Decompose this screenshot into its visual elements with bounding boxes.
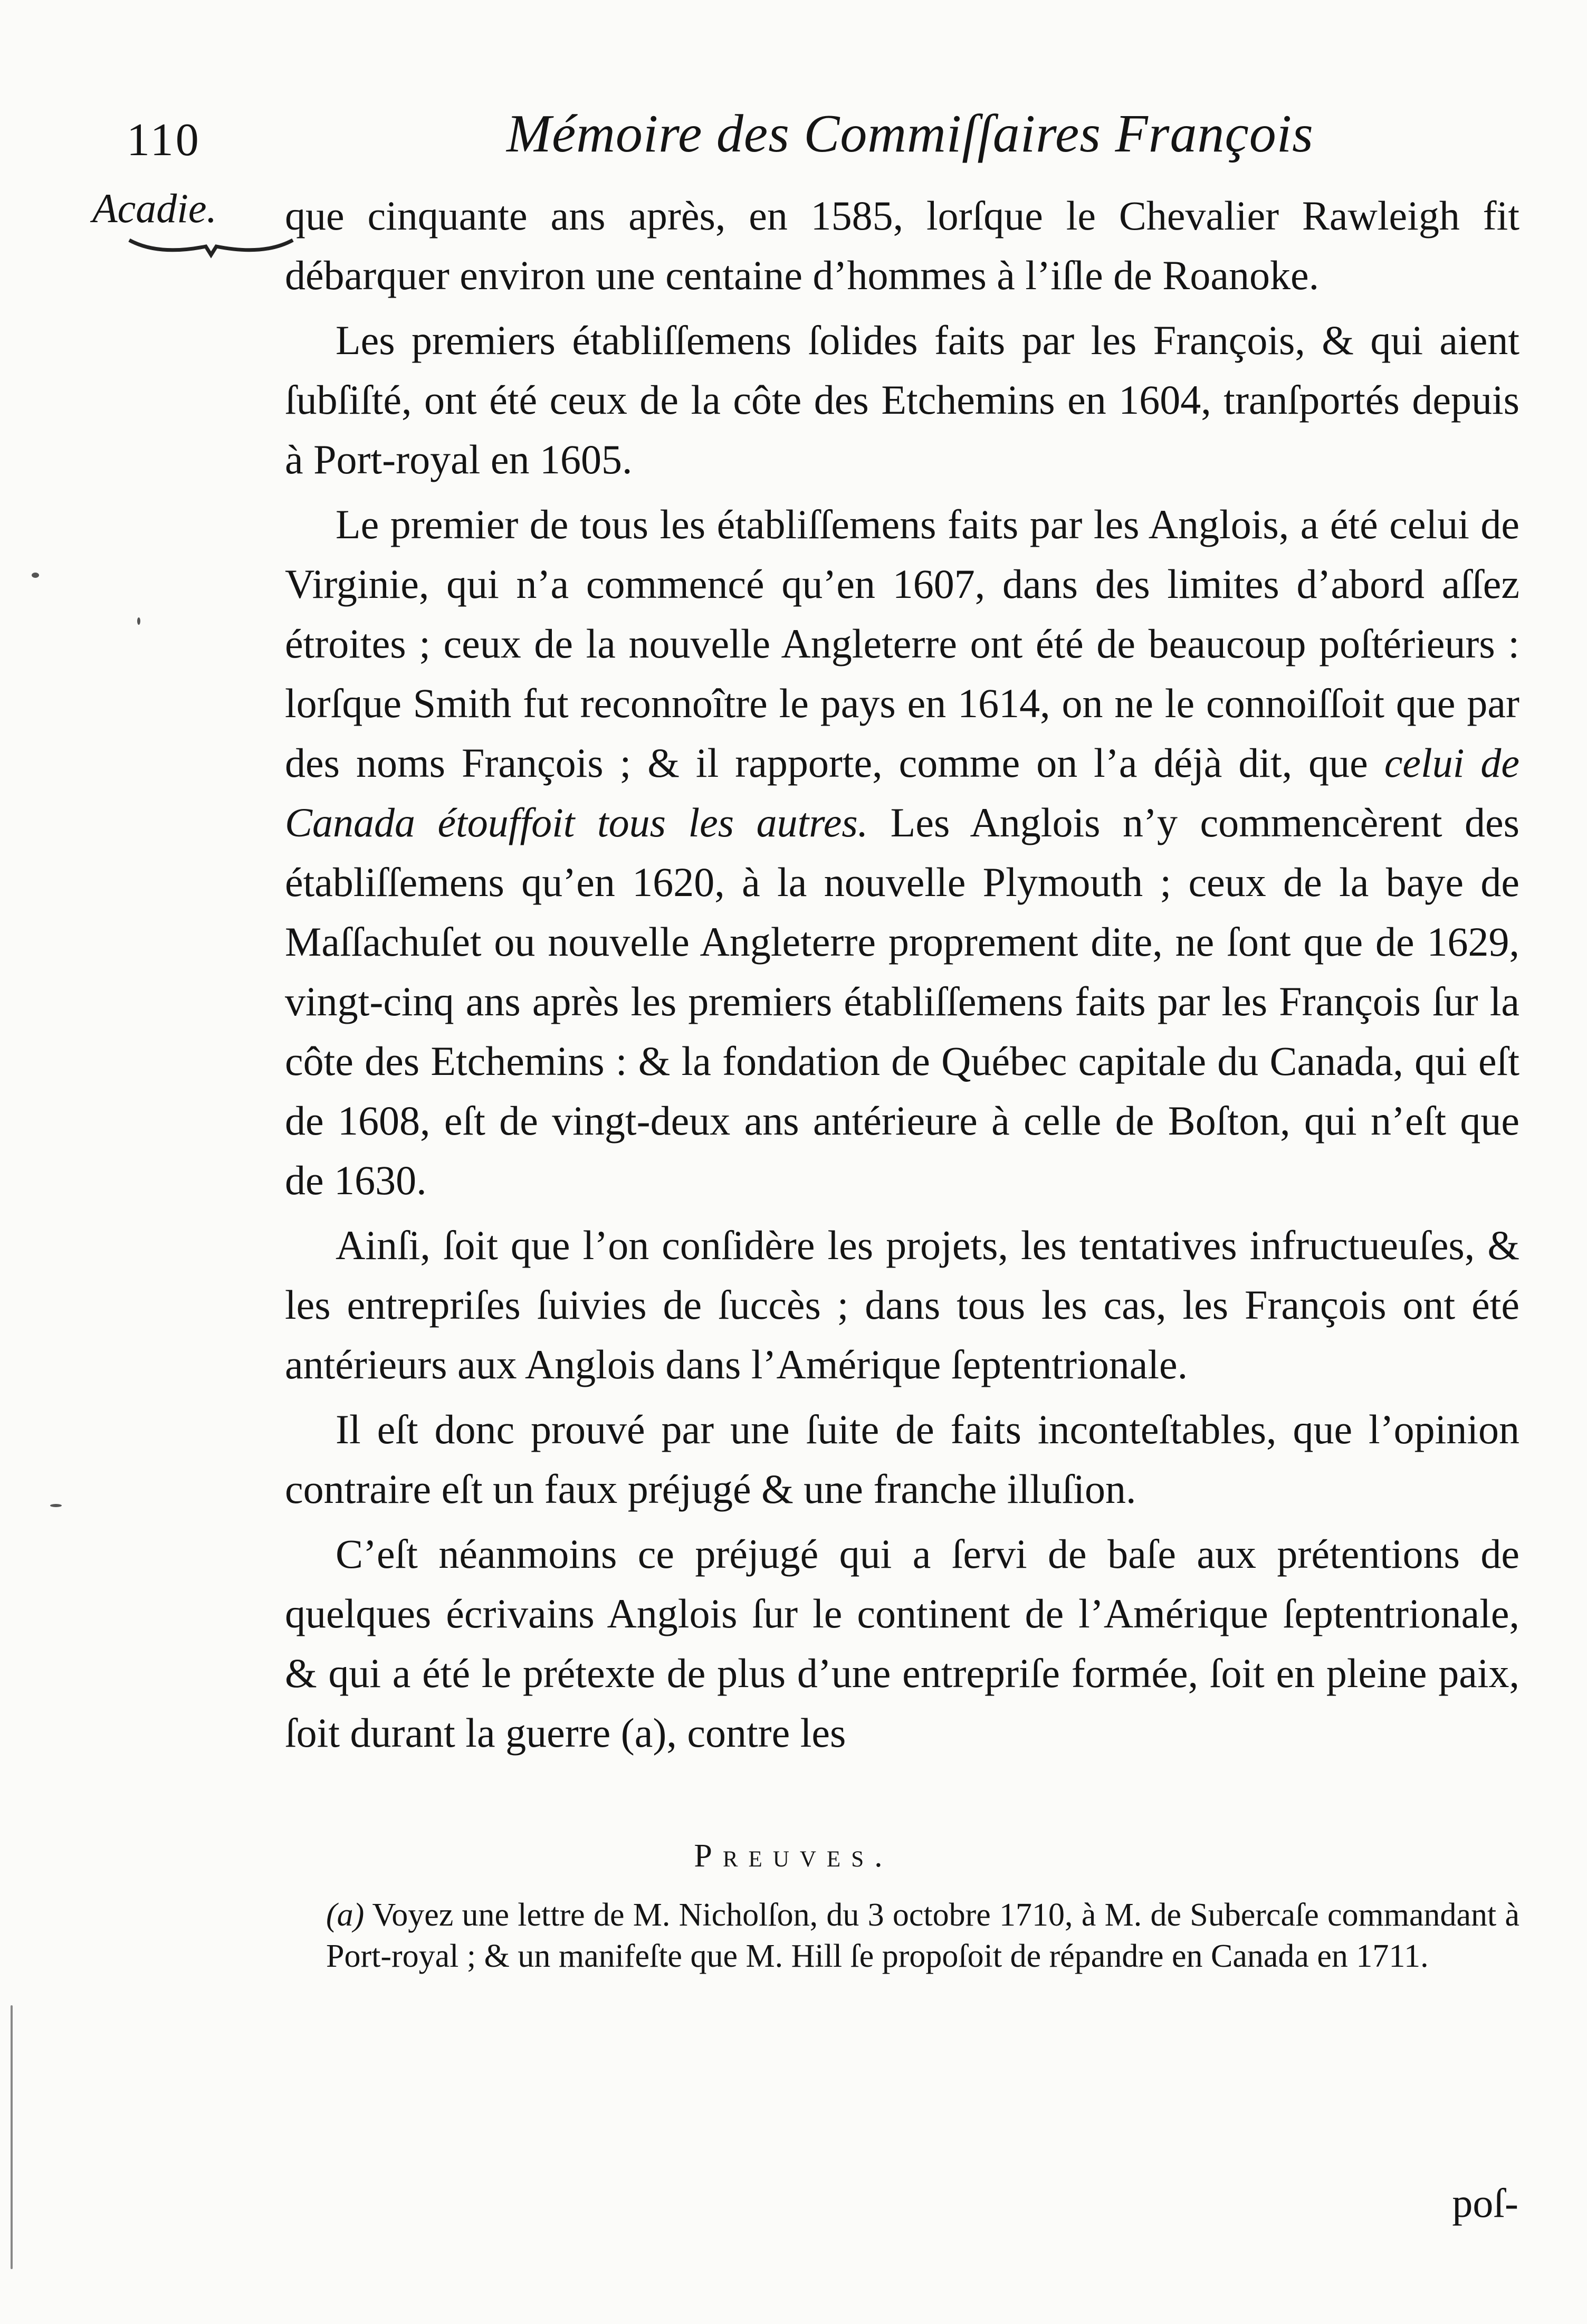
main-text <box>285 186 1519 1763</box>
margin-brace-ornament <box>127 235 295 261</box>
paragraph-3 <box>285 494 1519 1210</box>
paragraph-1: que cinquante ans après, en 1585, lorſque le Chevalier Rawleigh fit débarquer environ une centaine d’hommes à l’iſle de Roanoke. <box>285 193 1519 298</box>
page-edge-shadow <box>11 2005 13 2269</box>
paragraph-5: Il eſt donc prouvé par une ſuite de faits inconteſtables, que l’opinion contraire eſt un faux préjugé & une franche illuſion. <box>285 1406 1519 1512</box>
footnote-text: Voyez une lettre de M. Nicholſon, du 3 octobre 1710, à M. de Subercaſe commandant à Port-royal ; & un manifeſte que M. Hill ſe propoſoit de répandre en Canada en 1711. <box>326 1897 1519 1974</box>
ink-speck <box>32 573 39 578</box>
ink-speck <box>50 1504 62 1507</box>
ink-speck <box>137 617 140 625</box>
footnote <box>326 1894 1519 1977</box>
page-header <box>127 103 1519 177</box>
quoted-phrase: celui de Canada étouffoit tous les autres. <box>285 740 1520 845</box>
paragraph-2: Les premiers établiſſemens ſolides faits par les François, & qui aient ſubſiſté, ont été ceux de la côte des Etchemins en 1604, tranſportés depuis à Port-royal en 1605. <box>285 317 1519 482</box>
footnote-marker: (a) <box>326 1897 365 1933</box>
running-title: Mémoire des Commiſſaires François <box>506 104 1314 164</box>
page-number: 110 <box>127 115 201 166</box>
paragraph-4: Ainſi, ſoit que l’on conſidère les projets, les tentatives infructueuſes, & les entrepriſes ſuivies de ſuccès ; dans tous les cas, les François ont été antérieurs aux Anglois dans l’Amérique ſeptentrionale. <box>285 1222 1519 1387</box>
catchword: poſ- <box>1452 2180 1518 2226</box>
paragraph-6: C’eſt néanmoins ce préjugé qui a ſervi de baſe aux prétentions de quelques écrivains Anglois ſur le continent de l’Amérique ſeptentrionale, & qui a été le prétexte de plus d’une entrepriſe formée, ſoit en pleine paix, ſoit durant la guerre (a), contre les <box>285 1531 1519 1756</box>
paragraph-3-part-2: Les Anglois n’y commencèrent des établiſſemens qu’en 1620, à la nouvelle Plymouth ; ceux de la baye de Maſſachuſet ou nouvelle Angleterre proprement dite, ne ſont que de 1629, vingt-cinq ans après les premiers établiſſemens faits par les François ſur la côte des Etchemins : & la fondation de Québec capitale du Canada, qui eſt de 1608, eſt de vingt-deux ans antérieure à celle de Boſton, qui n’eſt que de 1630. <box>285 799 1519 1203</box>
margin-note: Acadie. <box>92 185 217 231</box>
proofs-heading: Preuves. <box>694 1838 893 1874</box>
paragraph-3-part-1: Le premier de tous les établiſſemens faits par les Anglois, a été celui de Virginie, qui n’a commencé qu’en 1607, dans des limites d’abord aſſez étroites ; ceux de la nouvelle Angleterre ont été de beaucoup poſtérieurs : lorſque Smith fut reconnoître le pays en 1614, on ne le connoiſſoit que par des noms François ; & il rapporte, comme on l’a déjà dit, que <box>285 501 1519 786</box>
